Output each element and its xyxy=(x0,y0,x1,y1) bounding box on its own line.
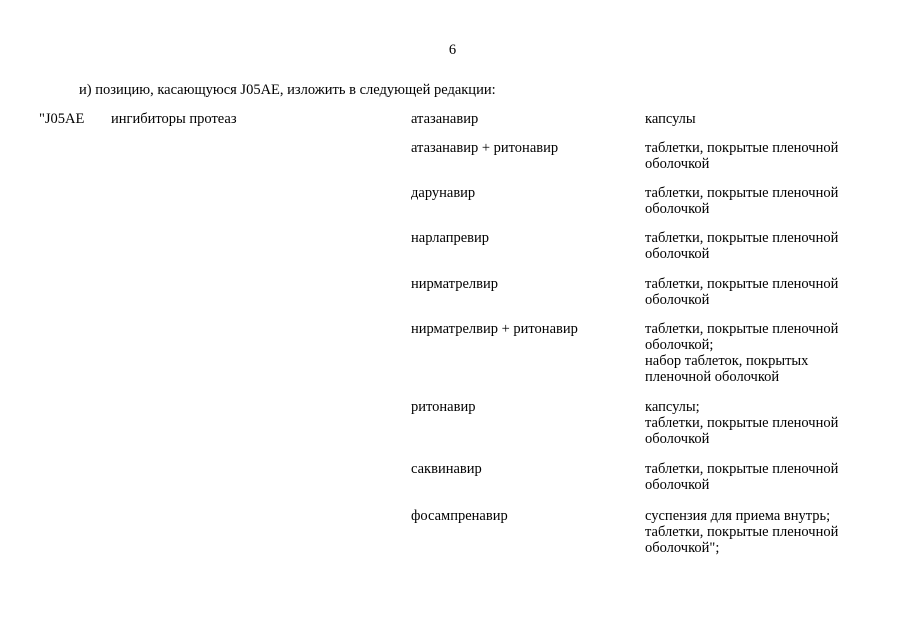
dosage-form-line: суспензия для приема внутрь; xyxy=(645,508,831,524)
dosage-form-line: оболочкой xyxy=(645,201,710,217)
drug-name: нирматрелвир xyxy=(411,276,498,292)
dosage-form-line: оболочкой xyxy=(645,292,710,308)
dosage-form-line: таблетки, покрытые пленочной xyxy=(645,185,839,201)
intro-paragraph: и) позицию, касающуюся J05AE, изложить в следующей редакции: xyxy=(79,82,496,98)
dosage-form-line: оболочкой xyxy=(645,156,710,172)
dosage-form-line: капсулы; xyxy=(645,399,700,415)
drug-name: ритонавир xyxy=(411,399,476,415)
dosage-forms xyxy=(645,508,875,556)
dosage-forms xyxy=(645,321,875,385)
page-number: 6 xyxy=(448,42,457,58)
dosage-form-line: таблетки, покрытые пленочной xyxy=(645,140,839,156)
dosage-forms xyxy=(645,185,875,217)
dosage-form-line: оболочкой"; xyxy=(645,540,720,556)
dosage-forms xyxy=(645,230,875,262)
dosage-forms xyxy=(645,111,875,127)
pharmacological-group: ингибиторы протеаз xyxy=(111,111,237,127)
dosage-forms xyxy=(645,461,875,493)
dosage-form-line: набор таблеток, покрытых xyxy=(645,353,809,369)
dosage-form-line: оболочкой xyxy=(645,431,710,447)
drug-name: саквинавир xyxy=(411,461,482,477)
drug-name: дарунавир xyxy=(411,185,476,201)
dosage-form-line: капсулы xyxy=(645,111,696,127)
dosage-form-line: таблетки, покрытые пленочной xyxy=(645,230,839,246)
dosage-forms xyxy=(645,399,875,447)
dosage-forms xyxy=(645,276,875,308)
drug-name: нарлапревир xyxy=(411,230,490,246)
dosage-form-line: таблетки, покрытые пленочной xyxy=(645,524,839,540)
drug-name: нирматрелвир + ритонавир xyxy=(411,321,578,337)
dosage-forms xyxy=(645,140,875,172)
dosage-form-line: оболочкой xyxy=(645,477,710,493)
dosage-form-line: таблетки, покрытые пленочной xyxy=(645,415,839,431)
drug-name: атазанавир + ритонавир xyxy=(411,140,559,156)
dosage-form-line: таблетки, покрытые пленочной xyxy=(645,461,839,477)
dosage-form-line: пленочной оболочкой xyxy=(645,369,780,385)
dosage-form-line: оболочкой; xyxy=(645,337,714,353)
dosage-form-line: таблетки, покрытые пленочной xyxy=(645,276,839,292)
atc-code: "J05AE xyxy=(39,111,85,127)
drug-name: атазанавир xyxy=(411,111,479,127)
drug-name: фосампренавир xyxy=(411,508,508,524)
dosage-form-line: оболочкой xyxy=(645,246,710,262)
dosage-form-line: таблетки, покрытые пленочной xyxy=(645,321,839,337)
